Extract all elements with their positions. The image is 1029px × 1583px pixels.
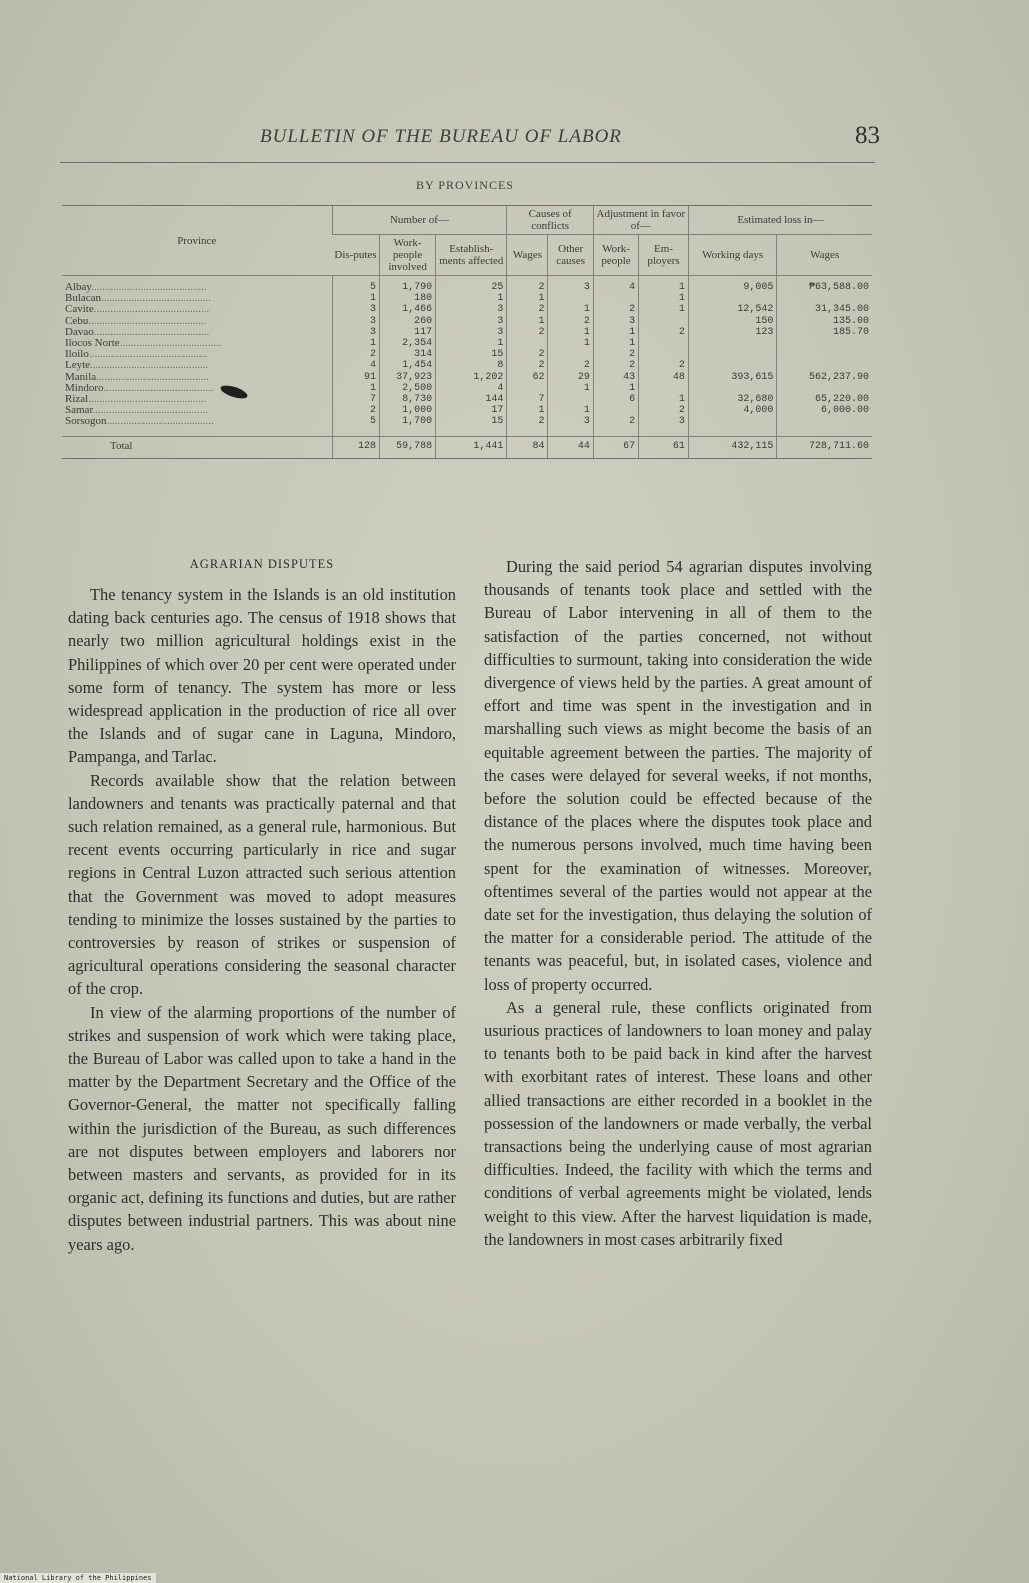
row-province (62, 327, 332, 338)
article-paragraph: As a general rule, these conflicts originated from usurious practices of landowners to loan money and palay to tenants both to be paid back in kind after the harvest with exorbitant rates of interest. These loans and other allied transactions are either recorded in a booklet in the possession of the landowners or made verbally, the verbal transactions being the underlying cause of most agrarian difficulties. Indeed, the facility with which the terms and conditions of verbal agreements might be violated, lends weight to this view. After the harvest liquidation is made, the landowners in most cases arbitrarily fixed (484, 997, 872, 1249)
header-adjustment-in-favor-of: Adjustment in favor of— (593, 206, 688, 235)
leader-dots: ........................................... (88, 349, 208, 361)
row-other-causes (548, 349, 593, 360)
header-number-of: Number of— (332, 206, 507, 235)
row-adj-work-people: 3 (593, 316, 638, 327)
row-wages (507, 338, 548, 349)
row-other-causes: 2 (548, 360, 593, 371)
article-paragraph: Records available show that the relation between landowners and tenants was practically paternal and that such relation remained, as a general rule, harmonious. But recent events occurring particularly in rice and sugar regions in Central Luzon attracted such serious attention that the Government was moved to adopt measures tending to minimize the losses sustained by the parties to controversies by reason of strikes or suspension of agricultural operations considering the seasonal character of the crop. (68, 770, 456, 999)
archive-footer-note: National Library of the Philippines (0, 1573, 156, 1583)
row-adj-employers: 1 (639, 394, 689, 405)
row-establishments: 8 (436, 360, 507, 371)
row-establishments: 1,202 (436, 372, 507, 383)
article-left-column (68, 555, 456, 1256)
row-adj-work-people: 6 (593, 394, 638, 405)
row-establishments: 15 (436, 416, 507, 436)
row-establishments: 3 (436, 327, 507, 338)
row-other-causes: 3 (548, 276, 593, 294)
row-loss-wages: 562,237.90 (777, 372, 872, 383)
row-working-days: 150 (688, 316, 777, 327)
row-disputes: 3 (332, 304, 380, 315)
row-loss-wages: 6,000.00 (777, 405, 872, 416)
row-working-days: 393,615 (688, 372, 777, 383)
total-work-people: 59,788 (380, 436, 436, 458)
row-working-days (688, 349, 777, 360)
row-other-causes: 1 (548, 405, 593, 416)
row-wages (507, 383, 548, 394)
row-loss-wages (777, 293, 872, 304)
row-province (62, 360, 332, 371)
row-establishments: 1 (436, 338, 507, 349)
row-adj-employers: 1 (639, 293, 689, 304)
row-work-people: 1,000 (380, 405, 436, 416)
page-number: 83 (855, 122, 880, 149)
province-name: Ilocos Norte (65, 338, 120, 350)
province-name: Albay (65, 281, 92, 293)
header-disputes: Dis-putes (332, 235, 380, 276)
row-adj-work-people: 2 (593, 360, 638, 371)
row-wages: 1 (507, 293, 548, 304)
total-other-causes: 44 (548, 436, 593, 458)
row-establishments: 1 (436, 293, 507, 304)
disputes-by-province-table (62, 205, 872, 459)
row-other-causes: 2 (548, 316, 593, 327)
row-other-causes (548, 293, 593, 304)
row-province (62, 304, 332, 315)
row-establishments: 25 (436, 276, 507, 294)
table-row (62, 405, 872, 416)
running-title: BULLETIN OF THE BUREAU OF LABOR (260, 126, 622, 147)
row-establishments: 144 (436, 394, 507, 405)
table-row (62, 293, 872, 304)
row-province (62, 372, 332, 383)
total-working-days: 432,115 (688, 436, 777, 458)
table-total-row (62, 436, 872, 458)
row-loss-wages (777, 338, 872, 349)
row-working-days: 9,005 (688, 276, 777, 294)
row-other-causes: 3 (548, 416, 593, 436)
leader-dots: ........................................... (88, 394, 207, 406)
article-right-column (484, 555, 872, 1251)
row-other-causes: 29 (548, 372, 593, 383)
row-adj-employers: 3 (639, 416, 689, 436)
row-loss-wages: 31,345.00 (777, 304, 872, 315)
total-adj-employers: 61 (639, 436, 689, 458)
row-adj-work-people: 1 (593, 338, 638, 349)
row-working-days: 4,000 (688, 405, 777, 416)
row-province (62, 338, 332, 349)
row-disputes: 7 (332, 394, 380, 405)
table-row (62, 372, 872, 383)
row-province (62, 293, 332, 304)
row-disputes: 5 (332, 416, 380, 436)
row-work-people: 1,454 (380, 360, 436, 371)
header-work-people: Work-people (593, 235, 638, 276)
leader-dots: ........................................ (101, 293, 212, 305)
province-name: Sorsogon (65, 416, 107, 428)
header-estimated-loss-in: Estimated loss in— (688, 206, 872, 235)
row-work-people: 260 (380, 316, 436, 327)
row-adj-work-people (593, 293, 638, 304)
header-loss-wages: Wages (777, 235, 872, 276)
table-section-title: BY PROVINCES (416, 178, 514, 192)
row-adj-employers: 1 (639, 276, 689, 294)
row-province (62, 349, 332, 360)
province-table-container (62, 205, 872, 459)
row-disputes: 3 (332, 327, 380, 338)
row-working-days (688, 293, 777, 304)
row-adj-work-people: 2 (593, 304, 638, 315)
row-province (62, 416, 332, 436)
leader-dots: ....................................... (106, 416, 214, 428)
row-establishments: 17 (436, 405, 507, 416)
row-establishments: 15 (436, 349, 507, 360)
row-province (62, 276, 332, 294)
row-disputes: 2 (332, 349, 380, 360)
row-loss-wages (777, 360, 872, 371)
row-adj-employers: 2 (639, 327, 689, 338)
row-adj-employers: 48 (639, 372, 689, 383)
leader-dots: .......................................... (92, 405, 208, 417)
article-paragraph: The tenancy system in the Islands is an old institution dating back centuries ago. The census of 1918 shows that nearly two million agricultural holdings exist in the Philippines of which over 20 per cent were operated under some form of tenancy. The system has more or less widespread application in the production of rice all over the Islands and of sugar cane in Laguna, Mindoro, Pampanga, and Tarlac. (68, 585, 456, 767)
row-province (62, 394, 332, 405)
total-label: Total (62, 436, 332, 458)
article-paragraph: During the said period 54 agrarian disputes involving thousands of tenants took place and settled with the Bureau of Labor intervening in all of them to the satisfaction of the parties concerned, not without difficulties to surmount, taking into consideration the wide divergence of views held by the parties. A great amount of effort and time was spent in the investigation and in marshalling such views as might become the basis of an equitable agreement between the parties. The majority of the cases were delayed for several weeks, if not months, before the solution could be effected because of the distance of the places where the disputes took place and the numerous persons involved, much time having been spent for the examination of witnesses. Moreover, oftentimes several of the parties would not appear at the date set for the investigation, thus delaying the solution of the matter for a considerable period. The attitude of the tenants was peaceful, but, in isolated cases, violence and loss of property occurred. (484, 557, 872, 994)
row-working-days (688, 416, 777, 436)
row-adj-employers (639, 383, 689, 394)
row-establishments: 4 (436, 383, 507, 394)
province-name: Rizal (65, 394, 89, 406)
row-work-people: 37,923 (380, 372, 436, 383)
running-head (60, 118, 880, 158)
row-other-causes: 1 (548, 338, 593, 349)
row-loss-wages (777, 349, 872, 360)
article-heading: AGRARIAN DISPUTES (189, 557, 335, 571)
province-name: Davao (65, 326, 94, 338)
row-disputes: 5 (332, 276, 380, 294)
row-loss-wages (777, 383, 872, 394)
row-adj-work-people: 2 (593, 349, 638, 360)
header-establishments-affected: Establish-ments affected (436, 235, 507, 276)
row-adj-employers: 1 (639, 304, 689, 315)
row-loss-wages: 185.70 (777, 327, 872, 338)
leader-dots: .......................................... (93, 304, 210, 316)
row-working-days (688, 383, 777, 394)
row-loss-wages: ₱63,588.00 (777, 276, 872, 294)
row-work-people: 1,700 (380, 416, 436, 436)
row-loss-wages: 135.00 (777, 316, 872, 327)
province-name: Leyte (65, 360, 91, 372)
header-rule (60, 162, 875, 163)
header-wages: Wages (507, 235, 548, 276)
row-adj-work-people: 4 (593, 276, 638, 294)
province-name: Cebu (65, 315, 89, 327)
row-adj-employers: 2 (639, 405, 689, 416)
row-disputes: 2 (332, 405, 380, 416)
leader-dots: ........................................ (103, 382, 214, 394)
row-wages: 2 (507, 349, 548, 360)
leader-dots: .......................................... (93, 326, 210, 338)
header-causes-of-conflicts: Causes of conflicts (507, 206, 593, 235)
row-wages: 1 (507, 316, 548, 327)
row-work-people: 314 (380, 349, 436, 360)
header-province: Province (62, 206, 332, 276)
table-row (62, 416, 872, 436)
row-wages: 2 (507, 304, 548, 315)
row-wages: 2 (507, 416, 548, 436)
row-work-people: 117 (380, 327, 436, 338)
row-work-people: 1,790 (380, 276, 436, 294)
row-disputes: 1 (332, 338, 380, 349)
province-name: Bulacan (65, 293, 102, 305)
table-row (62, 349, 872, 360)
leader-dots: ........................................... (88, 315, 207, 327)
row-adj-work-people (593, 405, 638, 416)
row-adj-work-people: 1 (593, 383, 638, 394)
row-disputes: 3 (332, 316, 380, 327)
row-working-days: 32,680 (688, 394, 777, 405)
table-body (62, 276, 872, 437)
row-disputes: 1 (332, 383, 380, 394)
table-row (62, 394, 872, 405)
row-adj-work-people: 1 (593, 327, 638, 338)
row-working-days: 12,542 (688, 304, 777, 315)
row-working-days (688, 360, 777, 371)
row-wages: 1 (507, 405, 548, 416)
row-wages: 2 (507, 327, 548, 338)
leader-dots: ......................................... (96, 371, 209, 383)
leader-dots: ........................................... (90, 360, 209, 372)
row-work-people: 180 (380, 293, 436, 304)
row-work-people: 1,466 (380, 304, 436, 315)
province-name: Manila (65, 371, 97, 383)
leader-dots: ..................................... (119, 338, 222, 350)
table-row (62, 383, 872, 394)
row-wages: 62 (507, 372, 548, 383)
province-name: Mindoro (65, 382, 104, 394)
table-row (62, 327, 872, 338)
row-other-causes (548, 394, 593, 405)
province-name: Cavite (65, 304, 94, 316)
row-disputes: 91 (332, 372, 380, 383)
table-row (62, 338, 872, 349)
row-adj-employers (639, 316, 689, 327)
row-other-causes: 1 (548, 304, 593, 315)
total-loss-wages: 728,711.60 (777, 436, 872, 458)
article-paragraph: In view of the alarming proportions of the number of strikes and suspension of work which were taking place, the Bureau of Labor was called upon to take a hand in the matter by the Department Secretary and the Office of the Governor-General, the matter not specifically falling within the jurisdiction of the Bureau, as such differences are not disputes between employers and laborers nor between masters and servants, as provided for in its organic act, defining its functions and duties, but are rather disputes between industrial partners. This was about nine years ago. (68, 1002, 456, 1254)
row-loss-wages (777, 416, 872, 436)
row-adj-employers (639, 349, 689, 360)
row-work-people: 2,500 (380, 383, 436, 394)
total-adj-work-people: 67 (593, 436, 638, 458)
row-adj-work-people: 43 (593, 372, 638, 383)
row-work-people: 8,730 (380, 394, 436, 405)
row-province (62, 383, 332, 394)
row-other-causes: 1 (548, 383, 593, 394)
province-name: Samar (65, 405, 93, 417)
row-establishments: 3 (436, 316, 507, 327)
row-adj-work-people: 2 (593, 416, 638, 436)
row-working-days (688, 338, 777, 349)
total-disputes: 128 (332, 436, 380, 458)
row-establishments: 3 (436, 304, 507, 315)
row-wages: 2 (507, 360, 548, 371)
row-disputes: 4 (332, 360, 380, 371)
table-row (62, 360, 872, 371)
table-row (62, 304, 872, 315)
header-work-people-involved: Work-people involved (380, 235, 436, 276)
row-wages: 7 (507, 394, 548, 405)
province-name: Iloilo (65, 349, 89, 361)
row-work-people: 2,354 (380, 338, 436, 349)
row-loss-wages: 65,220.00 (777, 394, 872, 405)
row-adj-employers (639, 338, 689, 349)
leader-dots: .......................................... (91, 281, 207, 293)
header-other-causes: Other causes (548, 235, 593, 276)
header-employers: Em-ployers (639, 235, 689, 276)
row-working-days: 123 (688, 327, 777, 338)
header-working-days: Working days (688, 235, 777, 276)
table-row (62, 316, 872, 327)
row-other-causes: 1 (548, 327, 593, 338)
table-row (62, 276, 872, 294)
row-wages: 2 (507, 276, 548, 294)
total-establishments: 1,441 (436, 436, 507, 458)
row-adj-employers: 2 (639, 360, 689, 371)
row-province (62, 405, 332, 416)
row-disputes: 1 (332, 293, 380, 304)
row-province (62, 316, 332, 327)
total-wages: 84 (507, 436, 548, 458)
